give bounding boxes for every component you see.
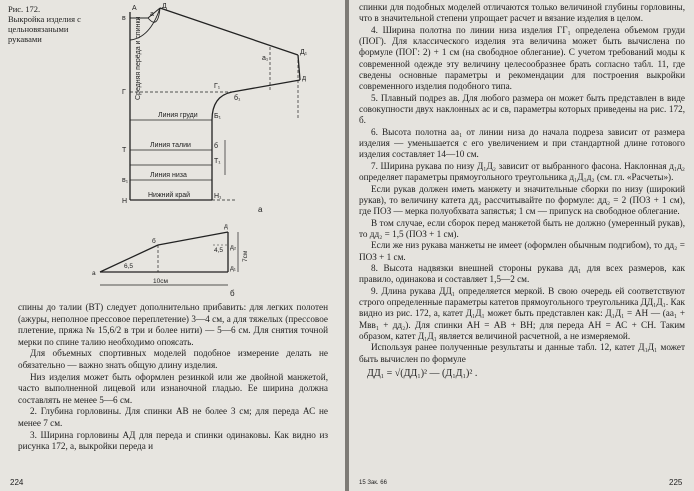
b-dim-45: 4,5 bbox=[214, 247, 224, 254]
label-B1: в₁ bbox=[122, 177, 129, 184]
left-paragraph-5: 3. Ширина горловины АД для переда и спинки одинаковы. Как видно из рисунка 172, а, выкройки переда и bbox=[18, 429, 328, 452]
right-page-number: 225 bbox=[669, 478, 683, 487]
line-waist: Линия талии bbox=[150, 142, 191, 149]
label-B2: б bbox=[214, 143, 219, 150]
right-text bbox=[359, 2, 685, 381]
b-dim-7cm: 7см bbox=[242, 250, 249, 262]
right-paragraph-8: Если же низ рукава манжеты не имеет (оформлен обычным подгибом), то дд₂ = ПОЗ + 1 см. bbox=[359, 240, 685, 262]
figure-b bbox=[100, 232, 238, 285]
label-D1: Д₁ bbox=[300, 49, 308, 56]
label-T1: Т₁ bbox=[214, 158, 221, 165]
label-T: Т bbox=[122, 147, 127, 154]
figure-b-sublabel: б bbox=[230, 289, 235, 298]
label-H1: Н₁ bbox=[214, 193, 222, 200]
label-d: д bbox=[302, 75, 307, 82]
figure-a-labels bbox=[122, 3, 308, 214]
right-paragraph-9: 8. Высота надвязки внешней стороны рукава дд₁ для всех размеров, как правило, одинакова и составляет 1,5—2 см. bbox=[359, 262, 685, 285]
label-D: Д bbox=[162, 3, 167, 10]
label-H: Н bbox=[122, 198, 128, 205]
figure-a-sublabel: а bbox=[258, 205, 263, 214]
line-chest: Линия груди bbox=[158, 112, 198, 119]
left-paragraph-2: Для объемных спортивных моделей подобное измерение делать не обязательно — важно знать общую длину изделия. bbox=[18, 348, 328, 370]
right-paragraph-10: 9. Длина рукава ДД₁ определяется меркой. В свою очередь ей соответствуют строго определенные параметры катетов прямоугольного треугольника ДД₁Д₁. Как видно из рис. 172, а, катет Д₁Д₁ может быть представлен как: Д₁Д₁ = АН — (аа₁ + Мвв₁ + дд₂). Для спинки АН = АВ + ВН; для переда АН = АС + СН. Таким образом, катет Д₁Д₁ является величиной расчетной, а не измеряемой. bbox=[359, 285, 685, 341]
b-label-a: а bbox=[92, 270, 96, 277]
line-hem: Линия низа bbox=[150, 172, 187, 179]
right-paragraph-6: Если рукав должен иметь манжету и значительные сборки по низу (широкий рукав), то величину катета дд₂ рассчитывайте по формуле: дд₂ = 2 (ПОЗ + 1 см), где ПОЗ — мерка полуобхвата запястья; 1 см — припуск на свободное облегание. bbox=[359, 183, 685, 217]
figure-b-labels bbox=[92, 223, 249, 298]
left-paragraph-1: спины до талии (ВТ) следует дополнительно прибавить: для легких полотен (ажуры, неполное прессовое переплетение) 3—4 см, а для тяжелых (прессовое плетение, пряжа № 15,6/2 в три и более нити) — 5—6 см. Для снятия точной мерки по спине талию необходимо опоясать. bbox=[18, 302, 328, 347]
line-bottom: Нижний край bbox=[148, 192, 191, 199]
left-text bbox=[18, 302, 328, 453]
pattern-figure bbox=[0, 0, 345, 300]
right-page bbox=[349, 0, 694, 491]
print-order-note: 15 Зак. 66 bbox=[359, 480, 387, 486]
label-a: a bbox=[150, 11, 154, 18]
b-label-d2: д₂ bbox=[230, 244, 237, 251]
right-paragraph-1: спинки для подобных моделей отличаются только величиной глубины горловины, что в значительной степени упрощает расчет и вязание изделия в целом. bbox=[359, 2, 685, 24]
figure-caption-text: Выкройка изделия с цельновязаными рукавами bbox=[8, 14, 81, 44]
label-G1: Г₁ bbox=[214, 83, 221, 90]
figure-number: Рис. 172. bbox=[8, 4, 41, 14]
label-a1: а₁ bbox=[262, 55, 269, 62]
right-paragraph-2: 4. Ширина полотна по линии низа изделия ГГ₁ определена объемом груди (ПОГ). Для классического изделия эта величина может быть вычислена по формуле (ПОГ: 2) + 1 см (на свободное облегание). С учетом требований моды к современной одежде эту величину целесообразнее брать согласно табл. 11, где сведены основные параметры и рекомендации для построения выкройки современного изделия подобного типа. bbox=[359, 24, 685, 92]
right-paragraph-4: 6. Высота полотна аа₁ от линии низа до начала подреза зависит от размера изделия — уменьшается с его увеличением и при стандартной длине готового изделия составляет 14—10 см. bbox=[359, 126, 685, 160]
b-dim-10cm: 10см bbox=[153, 278, 168, 285]
right-paragraph-7: В том случае, если сборок перед манжетой быть не должно (умеренный рукав), то дд₂ = 1,5 (ПОЗ + 1 см). bbox=[359, 217, 685, 239]
right-paragraph-3: 5. Плавный подрез ав. Для любого размера он может быть представлен в виде совокупности двух наклонных ас и св, параметры которых приведены на рис. 172, б. bbox=[359, 92, 685, 126]
left-page bbox=[0, 0, 345, 491]
b-label-d: д bbox=[224, 223, 228, 230]
vertical-label: Средняя перёда и спинки bbox=[135, 16, 142, 100]
left-page-number: 224 bbox=[10, 478, 24, 487]
right-paragraph-11: Используя ранее полученные результаты и данные табл. 12, катет Д₁Д₁ может быть вычислен по формуле bbox=[359, 342, 685, 364]
b-label-d1: д₁ bbox=[230, 265, 236, 272]
sleeve-length-formula: ДД₁ = √(ДД₁)² — (Д₁Д₁)² . bbox=[367, 368, 478, 379]
b-dim-65: 6,5 bbox=[124, 263, 134, 270]
label-B: в bbox=[122, 15, 126, 22]
label-A: A bbox=[132, 5, 137, 12]
left-paragraph-4: 2. Глубина горловины. Для спинки АВ не более 3 см; для переда АС не менее 7 см. bbox=[18, 406, 328, 428]
right-paragraph-5: 7. Ширина рукава по низу Д₁Д₂ зависит от выбранного фасона. Наклонная д₁д₂ определяет параметры прямоугольного треугольника д₁Д₁д₂ (см. гл. «Расчеты»). bbox=[359, 160, 685, 183]
b-label-b: б bbox=[152, 238, 156, 245]
left-paragraph-3: Низ изделия может быть оформлен резинкой или же двойной манжетой, часто выполненной лицевой или изнаночной гладью. Ее ширина должна составлять не менее 5—6 см. bbox=[18, 371, 328, 405]
label-b1: б₁ bbox=[234, 95, 241, 102]
label-B1b: Б₁ bbox=[214, 113, 221, 120]
label-G: Г bbox=[122, 89, 126, 96]
